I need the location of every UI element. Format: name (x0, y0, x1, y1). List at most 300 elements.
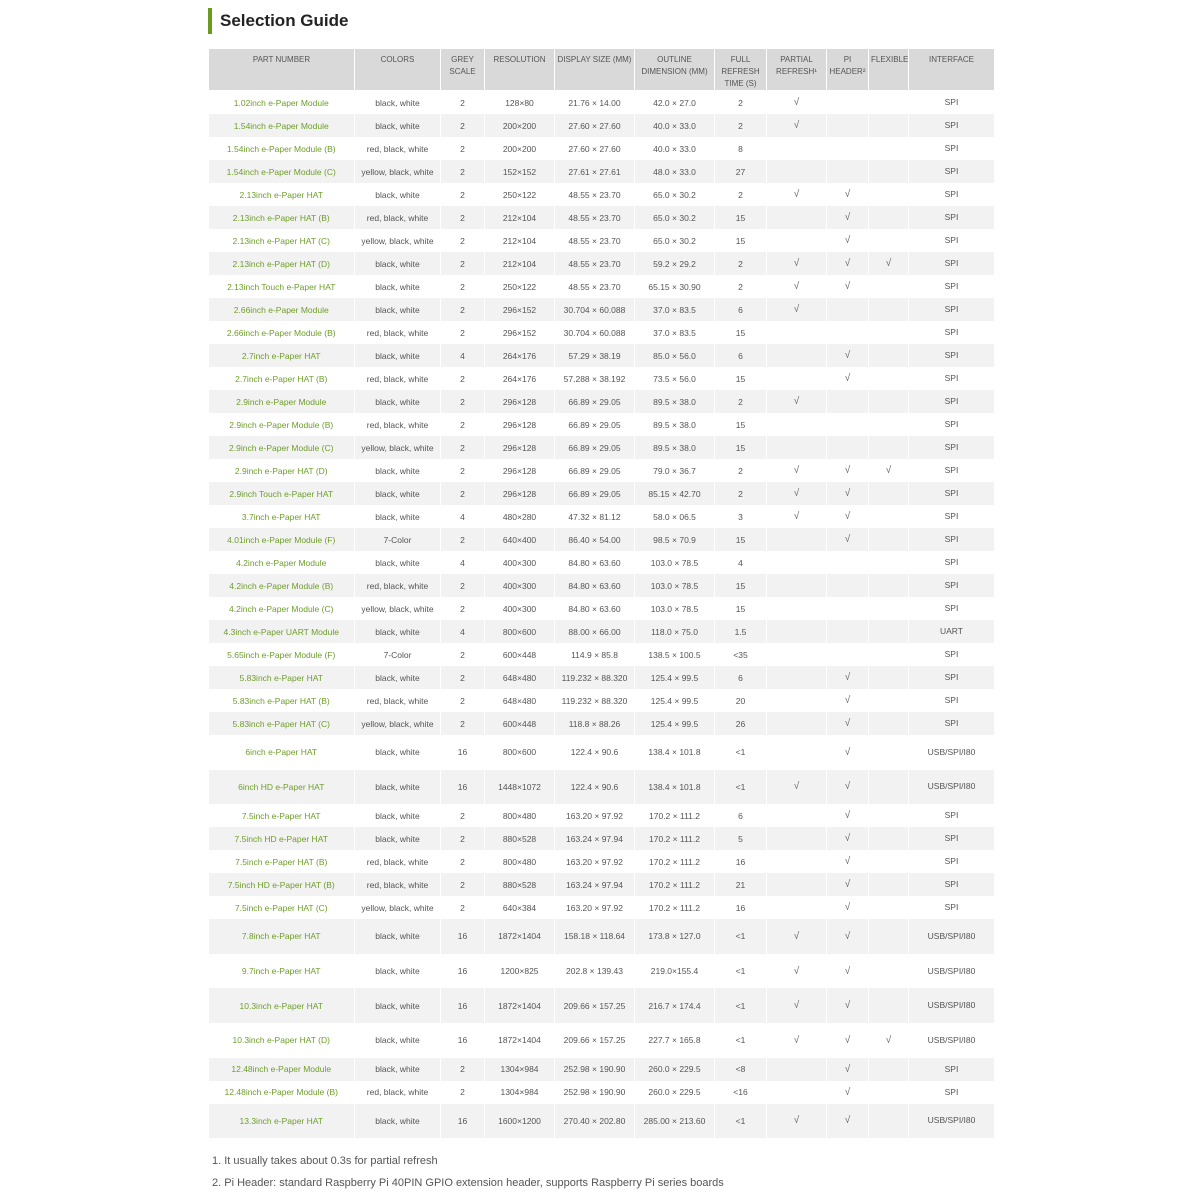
table-cell: red, black, white (355, 689, 441, 712)
table-cell: black, white (355, 735, 441, 770)
table-row (209, 1023, 995, 1058)
check-mark-cell: √ (767, 298, 827, 321)
table-cell: 15 (715, 229, 767, 252)
table-cell: 2 (441, 597, 485, 620)
check-mark-cell: √ (827, 229, 869, 252)
check-mark-cell (767, 896, 827, 919)
table-cell: 2 (441, 1058, 485, 1081)
check-mark-cell: √ (869, 1023, 909, 1058)
check-mark-cell (767, 344, 827, 367)
table-cell: black, white (355, 114, 441, 137)
interface-cell: SPI (909, 574, 995, 597)
table-cell: 2 (715, 275, 767, 298)
table-cell: 15 (715, 321, 767, 344)
check-mark-cell (869, 206, 909, 229)
table-row (209, 735, 995, 770)
column-header: DISPLAY SIZE (MM) (555, 49, 635, 91)
table-cell: 202.8 × 139.43 (555, 954, 635, 989)
footnotes (212, 1150, 724, 1194)
table-cell: 2 (441, 367, 485, 390)
table-cell: 1200×825 (485, 954, 555, 989)
part-number-link[interactable]: 10.3inch e-Paper HAT (209, 988, 355, 1023)
table-cell: 209.66 × 157.25 (555, 1023, 635, 1058)
table-cell: 2 (441, 160, 485, 183)
table-cell: 119.232 × 88.320 (555, 666, 635, 689)
check-mark-cell (869, 988, 909, 1023)
table-cell: 296×152 (485, 298, 555, 321)
part-number-link[interactable]: 9.7inch e-Paper HAT (209, 954, 355, 989)
check-mark-cell (767, 528, 827, 551)
table-cell: 48.55 × 23.70 (555, 252, 635, 275)
check-mark-cell (869, 367, 909, 390)
check-mark-cell (827, 137, 869, 160)
table-cell: 600×448 (485, 643, 555, 666)
check-mark-cell: √ (767, 183, 827, 206)
table-cell: black, white (355, 459, 441, 482)
interface-cell: USB/SPI/I80 (909, 735, 995, 770)
table-cell: 125.4 × 99.5 (635, 712, 715, 735)
table-cell: 296×152 (485, 321, 555, 344)
interface-cell: SPI (909, 1081, 995, 1104)
check-mark-cell: √ (767, 390, 827, 413)
check-mark-cell (767, 574, 827, 597)
interface-cell: SPI (909, 413, 995, 436)
table-cell: 30.704 × 60.088 (555, 298, 635, 321)
part-number-link[interactable]: 12.48inch e-Paper Module (B) (209, 1081, 355, 1104)
table-cell: black, white (355, 954, 441, 989)
check-mark-cell: √ (767, 954, 827, 989)
table-cell: 88.00 × 66.00 (555, 620, 635, 643)
table-cell: 128×80 (485, 91, 555, 115)
table-cell: 3 (715, 505, 767, 528)
check-mark-cell (869, 850, 909, 873)
table-row (209, 413, 995, 436)
part-number-link[interactable]: 12.48inch e-Paper Module (209, 1058, 355, 1081)
table-cell: 79.0 × 36.7 (635, 459, 715, 482)
interface-cell: SPI (909, 666, 995, 689)
part-number-link[interactable]: 1.02inch e-Paper Module (209, 91, 355, 115)
part-number-link[interactable]: 2.7inch e-Paper HAT (209, 344, 355, 367)
table-cell: black, white (355, 1023, 441, 1058)
check-mark-cell (869, 413, 909, 436)
check-mark-cell: √ (827, 275, 869, 298)
check-mark-cell (767, 712, 827, 735)
part-number-link[interactable]: 1.54inch e-Paper Module (209, 114, 355, 137)
part-number-link[interactable]: 6inch HD e-Paper HAT (209, 770, 355, 805)
table-cell: black, white (355, 1058, 441, 1081)
table-cell: 16 (715, 896, 767, 919)
check-mark-cell: √ (827, 954, 869, 989)
part-number-link[interactable]: 7.5inch e-Paper HAT (209, 804, 355, 827)
table-cell: 138.4 × 101.8 (635, 735, 715, 770)
table-cell: 27.60 × 27.60 (555, 114, 635, 137)
table-cell: black, white (355, 275, 441, 298)
table-row (209, 954, 995, 989)
part-number-link[interactable]: 2.13inch e-Paper HAT (C) (209, 229, 355, 252)
table-cell: 480×280 (485, 505, 555, 528)
part-number-link[interactable]: 7.8inch e-Paper HAT (209, 919, 355, 954)
table-cell: 2 (441, 275, 485, 298)
check-mark-cell (827, 436, 869, 459)
table-cell: 4 (441, 620, 485, 643)
column-header: OUTLINE DIMENSION (MM) (635, 49, 715, 91)
check-mark-cell: √ (827, 804, 869, 827)
interface-cell: USB/SPI/I80 (909, 1104, 995, 1139)
part-number-link[interactable]: 5.83inch e-Paper HAT (209, 666, 355, 689)
part-number-link[interactable]: 2.9inch Touch e-Paper HAT (209, 482, 355, 505)
part-number-link[interactable]: 10.3inch e-Paper HAT (D) (209, 1023, 355, 1058)
check-mark-cell (767, 137, 827, 160)
table-cell: 296×128 (485, 390, 555, 413)
part-number-link[interactable]: 6inch e-Paper HAT (209, 735, 355, 770)
check-mark-cell: √ (767, 1023, 827, 1058)
table-cell: red, black, white (355, 574, 441, 597)
check-mark-cell (869, 735, 909, 770)
check-mark-cell (869, 643, 909, 666)
table-cell: 600×448 (485, 712, 555, 735)
column-header: PARTIAL REFRESH¹ (767, 49, 827, 91)
table-cell: 2 (441, 206, 485, 229)
interface-cell: SPI (909, 436, 995, 459)
table-cell: 800×600 (485, 735, 555, 770)
table-cell: <16 (715, 1081, 767, 1104)
table-cell: 173.8 × 127.0 (635, 919, 715, 954)
table-cell: 16 (441, 1104, 485, 1139)
table-cell: 163.20 × 97.92 (555, 896, 635, 919)
table-cell: 212×104 (485, 206, 555, 229)
check-mark-cell (869, 770, 909, 805)
table-cell: 260.0 × 229.5 (635, 1058, 715, 1081)
table-cell: 84.80 × 63.60 (555, 551, 635, 574)
table-cell: 2 (715, 482, 767, 505)
table-cell: red, black, white (355, 413, 441, 436)
table-cell: 89.5 × 38.0 (635, 436, 715, 459)
part-number-link[interactable]: 4.2inch e-Paper Module (B) (209, 574, 355, 597)
table-row (209, 160, 995, 183)
table-cell: red, black, white (355, 850, 441, 873)
interface-cell: SPI (909, 643, 995, 666)
table-cell: 163.20 × 97.92 (555, 804, 635, 827)
part-number-link[interactable]: 2.66inch e-Paper Module (209, 298, 355, 321)
table-cell: 58.0 × 06.5 (635, 505, 715, 528)
table-cell: 227.7 × 165.8 (635, 1023, 715, 1058)
table-cell: 6 (715, 298, 767, 321)
check-mark-cell (767, 666, 827, 689)
part-number-link[interactable]: 4.01inch e-Paper Module (F) (209, 528, 355, 551)
table-cell: 26 (715, 712, 767, 735)
table-row (209, 321, 995, 344)
interface-cell: SPI (909, 321, 995, 344)
interface-cell: SPI (909, 459, 995, 482)
table-cell: 37.0 × 83.5 (635, 298, 715, 321)
interface-cell: USB/SPI/I80 (909, 1023, 995, 1058)
check-mark-cell (869, 482, 909, 505)
table-cell: red, black, white (355, 137, 441, 160)
column-header: FULL REFRESH TIME (S) (715, 49, 767, 91)
table-cell: 1872×1404 (485, 1023, 555, 1058)
table-cell: 296×128 (485, 413, 555, 436)
table-cell: 40.0 × 33.0 (635, 114, 715, 137)
table-row (209, 988, 995, 1023)
table-cell: 125.4 × 99.5 (635, 666, 715, 689)
table-cell: red, black, white (355, 1081, 441, 1104)
table-row (209, 574, 995, 597)
table-cell: 48.55 × 23.70 (555, 183, 635, 206)
check-mark-cell (827, 413, 869, 436)
check-mark-cell (827, 321, 869, 344)
check-mark-cell (767, 873, 827, 896)
table-cell: 158.18 × 118.64 (555, 919, 635, 954)
check-mark-cell: √ (827, 1023, 869, 1058)
table-cell: black, white (355, 666, 441, 689)
table-cell: black, white (355, 827, 441, 850)
check-mark-cell (869, 390, 909, 413)
table-cell: 47.32 × 81.12 (555, 505, 635, 528)
part-number-link[interactable]: 7.5inch e-Paper HAT (C) (209, 896, 355, 919)
check-mark-cell (869, 597, 909, 620)
table-cell: 2 (441, 689, 485, 712)
table-cell: 65.0 × 30.2 (635, 206, 715, 229)
table-cell: 84.80 × 63.60 (555, 597, 635, 620)
footnote-1: 1. It usually takes about 0.3s for partial refresh (212, 1155, 438, 1167)
check-mark-cell: √ (827, 206, 869, 229)
table-cell: black, white (355, 183, 441, 206)
table-row (209, 643, 995, 666)
check-mark-cell: √ (827, 344, 869, 367)
table-cell: 73.5 × 56.0 (635, 367, 715, 390)
part-number-link[interactable]: 2.9inch e-Paper Module (C) (209, 436, 355, 459)
table-cell: black, white (355, 505, 441, 528)
part-number-link[interactable]: 13.3inch e-Paper HAT (209, 1104, 355, 1139)
check-mark-cell (869, 712, 909, 735)
table-cell: 5 (715, 827, 767, 850)
check-mark-cell (827, 91, 869, 115)
part-number-link[interactable]: 2.13inch Touch e-Paper HAT (209, 275, 355, 298)
part-number-link[interactable]: 5.83inch e-Paper HAT (B) (209, 689, 355, 712)
table-cell: 2 (441, 321, 485, 344)
check-mark-cell: √ (827, 919, 869, 954)
table-cell: <1 (715, 1023, 767, 1058)
table-cell: black, white (355, 344, 441, 367)
part-number-link[interactable]: 7.5inch e-Paper HAT (B) (209, 850, 355, 873)
check-mark-cell (869, 919, 909, 954)
table-cell: 37.0 × 83.5 (635, 321, 715, 344)
table-cell: <1 (715, 735, 767, 770)
column-header: GREY SCALE (441, 49, 485, 91)
table-cell: 122.4 × 90.6 (555, 770, 635, 805)
part-number-link[interactable]: 2.66inch e-Paper Module (B) (209, 321, 355, 344)
interface-cell: SPI (909, 896, 995, 919)
check-mark-cell: √ (827, 528, 869, 551)
table-cell: 2 (441, 528, 485, 551)
check-mark-cell: √ (827, 482, 869, 505)
table-cell: 40.0 × 33.0 (635, 137, 715, 160)
table-cell: 2 (441, 91, 485, 115)
part-number-link[interactable]: 2.9inch e-Paper Module (209, 390, 355, 413)
interface-cell: USB/SPI/I80 (909, 988, 995, 1023)
interface-cell: SPI (909, 850, 995, 873)
table-cell: 20 (715, 689, 767, 712)
table-cell: 15 (715, 206, 767, 229)
part-number-link[interactable]: 2.7inch e-Paper HAT (B) (209, 367, 355, 390)
table-cell: yellow, black, white (355, 712, 441, 735)
table-cell: 219.0×155.4 (635, 954, 715, 989)
check-mark-cell (767, 436, 827, 459)
table-cell: 296×128 (485, 482, 555, 505)
check-mark-cell: √ (827, 712, 869, 735)
table-cell: black, white (355, 298, 441, 321)
table-cell: 2 (441, 850, 485, 873)
table-cell: 264×176 (485, 367, 555, 390)
interface-cell: USB/SPI/I80 (909, 919, 995, 954)
table-cell: 84.80 × 63.60 (555, 574, 635, 597)
interface-cell: SPI (909, 206, 995, 229)
part-number-link[interactable]: 1.54inch e-Paper Module (C) (209, 160, 355, 183)
check-mark-cell (869, 666, 909, 689)
table-cell: red, black, white (355, 206, 441, 229)
table-cell: 2 (441, 643, 485, 666)
footnote-2: 2. Pi Header: standard Raspberry Pi 40PIN GPIO extension header, supports Raspberry Pi series boards (212, 1177, 724, 1189)
table-cell: black, white (355, 804, 441, 827)
check-mark-cell (869, 689, 909, 712)
column-header: PI HEADER² (827, 49, 869, 91)
table-cell: 103.0 × 78.5 (635, 597, 715, 620)
table-row (209, 91, 995, 115)
table-cell: 89.5 × 38.0 (635, 390, 715, 413)
table-cell: 1872×1404 (485, 919, 555, 954)
table-cell: 125.4 × 99.5 (635, 689, 715, 712)
table-cell: yellow, black, white (355, 229, 441, 252)
interface-cell: SPI (909, 298, 995, 321)
table-cell: 648×480 (485, 666, 555, 689)
check-mark-cell (767, 735, 827, 770)
table-cell: 27 (715, 160, 767, 183)
table-cell: 264×176 (485, 344, 555, 367)
table-cell: 2 (441, 666, 485, 689)
part-number-link[interactable]: 2.9inch e-Paper HAT (D) (209, 459, 355, 482)
interface-cell: SPI (909, 183, 995, 206)
table-cell: 296×128 (485, 459, 555, 482)
table-cell: 114.9 × 85.8 (555, 643, 635, 666)
table-cell: 16 (441, 988, 485, 1023)
table-row (209, 459, 995, 482)
table-cell: 800×600 (485, 620, 555, 643)
table-row (209, 252, 995, 275)
table-cell: 66.89 × 29.05 (555, 390, 635, 413)
table-cell: 2 (441, 712, 485, 735)
part-number-link[interactable]: 2.13inch e-Paper HAT (D) (209, 252, 355, 275)
interface-cell: SPI (909, 1058, 995, 1081)
table-cell: 7-Color (355, 528, 441, 551)
interface-cell: SPI (909, 114, 995, 137)
table-cell: 250×122 (485, 183, 555, 206)
table-cell: red, black, white (355, 321, 441, 344)
check-mark-cell (869, 954, 909, 989)
table-cell: 6 (715, 666, 767, 689)
table-cell: black, white (355, 91, 441, 115)
table-row (209, 344, 995, 367)
part-number-link[interactable]: 1.54inch e-Paper Module (B) (209, 137, 355, 160)
interface-cell: SPI (909, 275, 995, 298)
part-number-link[interactable]: 2.9inch e-Paper Module (B) (209, 413, 355, 436)
table-cell: black, white (355, 482, 441, 505)
table-cell: 2 (441, 459, 485, 482)
part-number-link[interactable]: 4.2inch e-Paper Module (209, 551, 355, 574)
check-mark-cell: √ (767, 505, 827, 528)
check-mark-cell (869, 275, 909, 298)
table-cell: 170.2 × 111.2 (635, 896, 715, 919)
part-number-link[interactable]: 4.2inch e-Paper Module (C) (209, 597, 355, 620)
part-number-link[interactable]: 7.5inch HD e-Paper HAT (B) (209, 873, 355, 896)
table-cell: 640×384 (485, 896, 555, 919)
table-cell: black, white (355, 988, 441, 1023)
table-cell: 85.15 × 42.70 (635, 482, 715, 505)
table-row (209, 804, 995, 827)
table-cell: 16 (441, 735, 485, 770)
table-cell: 48.55 × 23.70 (555, 206, 635, 229)
part-number-link[interactable]: 2.13inch e-Paper HAT (B) (209, 206, 355, 229)
table-cell: 21.76 × 14.00 (555, 91, 635, 115)
table-cell: <8 (715, 1058, 767, 1081)
check-mark-cell: √ (767, 1104, 827, 1139)
table-cell: 103.0 × 78.5 (635, 574, 715, 597)
table-cell: 640×400 (485, 528, 555, 551)
part-number-link[interactable]: 4.3inch e-Paper UART Module (209, 620, 355, 643)
check-mark-cell: √ (767, 482, 827, 505)
table-cell: 170.2 × 111.2 (635, 850, 715, 873)
table-row (209, 528, 995, 551)
check-mark-cell: √ (767, 988, 827, 1023)
interface-cell: SPI (909, 505, 995, 528)
interface-cell: SPI (909, 91, 995, 115)
check-mark-cell: √ (827, 666, 869, 689)
interface-cell: SPI (909, 528, 995, 551)
part-number-link[interactable]: 5.65inch e-Paper Module (F) (209, 643, 355, 666)
check-mark-cell (869, 229, 909, 252)
check-mark-cell: √ (827, 1058, 869, 1081)
interface-cell: SPI (909, 551, 995, 574)
table-cell: 250×122 (485, 275, 555, 298)
table-cell: 2 (441, 114, 485, 137)
check-mark-cell (869, 551, 909, 574)
interface-cell: USB/SPI/I80 (909, 770, 995, 805)
part-number-link[interactable]: 5.83inch e-Paper HAT (C) (209, 712, 355, 735)
table-cell: 2 (441, 574, 485, 597)
check-mark-cell: √ (767, 919, 827, 954)
check-mark-cell (869, 321, 909, 344)
table-cell: 400×300 (485, 574, 555, 597)
table-cell: 65.0 × 30.2 (635, 183, 715, 206)
part-number-link[interactable]: 2.13inch e-Paper HAT (209, 183, 355, 206)
check-mark-cell: √ (827, 183, 869, 206)
table-cell: 2 (441, 390, 485, 413)
part-number-link[interactable]: 3.7inch e-Paper HAT (209, 505, 355, 528)
table-cell: 48.55 × 23.70 (555, 275, 635, 298)
column-header: INTERFACE (909, 49, 995, 91)
check-mark-cell (869, 160, 909, 183)
check-mark-cell: √ (827, 896, 869, 919)
check-mark-cell (767, 620, 827, 643)
table-row (209, 482, 995, 505)
check-mark-cell: √ (767, 770, 827, 805)
part-number-link[interactable]: 7.5inch HD e-Paper HAT (209, 827, 355, 850)
check-mark-cell (767, 643, 827, 666)
table-row (209, 919, 995, 954)
table-cell: 1.5 (715, 620, 767, 643)
check-mark-cell: √ (827, 367, 869, 390)
table-cell: 48.0 × 33.0 (635, 160, 715, 183)
table-cell: 27.61 × 27.61 (555, 160, 635, 183)
